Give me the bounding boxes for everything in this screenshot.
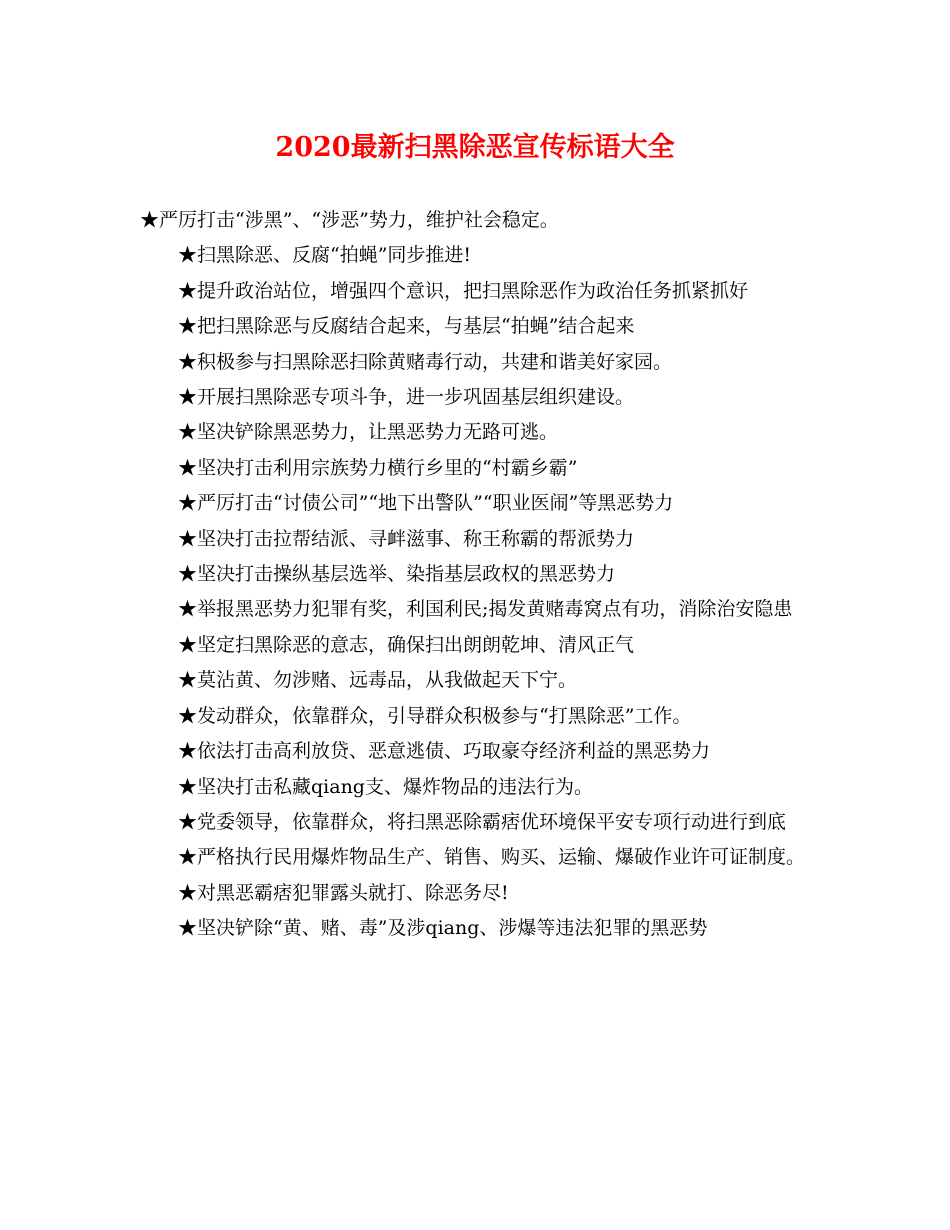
slogan-paragraph: ★对黑恶霸痞犯罪露头就打、除恶务尽!: [178, 881, 509, 904]
slogan-paragraph: ★严厉打击“讨债公司”“地下出警队”“职业医闹”等黑恶势力: [178, 492, 674, 515]
slogan-paragraph: ★严厉打击“涉黑”、“涉恶”势力，维护社会稳定。: [140, 209, 559, 231]
slogan-list: [140, 203, 815, 947]
slogan-paragraph: ★坚决打击利用宗族势力横行乡里的“村霸乡霸”: [178, 456, 578, 479]
document-title: 2020最新扫黑除恶宣传标语大全: [275, 132, 675, 163]
slogan-paragraph: ★开展扫黑除恶专项斗争，进一步巩固基层组织建设。: [178, 386, 635, 409]
slogan-paragraph: ★坚决打击私藏qiang支、爆炸物品的违法行为。: [178, 775, 593, 798]
slogan-paragraph: ★严格执行民用爆炸物品生产、销售、购买、运输、爆破作业许可证制度。: [178, 846, 806, 869]
slogan-paragraph: ★依法打击高利放贷、恶意逃债、巧取豪夺经济利益的黑恶势力: [178, 740, 711, 763]
slogan-paragraph: ★把扫黑除恶与反腐结合起来，与基层“拍蝇”结合起来: [178, 315, 635, 338]
slogan-paragraph: ★提升政治站位，增强四个意识，把扫黑除恶作为政治任务抓紧抓好: [178, 279, 749, 302]
slogan-paragraph: ★坚决铲除“黄、赌、毒”及涉qiang、涉爆等违法犯罪的黑恶势: [178, 917, 708, 940]
slogan-paragraph: ★莫沾黄、勿涉赌、远毒品，从我做起天下宁。: [178, 669, 578, 692]
slogan-paragraph: ★扫黑除恶、反腐“拍蝇”同步推进!: [178, 244, 472, 267]
slogan-paragraph: ★坚决打击拉帮结派、寻衅滋事、称王称霸的帮派势力: [178, 527, 635, 550]
slogan-paragraph: ★党委领导，依靠群众，将扫黑恶除霸痞优环境保平安专项行动进行到底: [178, 810, 787, 833]
slogan-paragraph: ★坚定扫黑除恶的意志，确保扫出朗朗乾坤、清风正气: [178, 633, 635, 656]
slogan-paragraph: ★坚决打击操纵基层选举、染指基层政权的黑恶势力: [178, 563, 616, 586]
slogan-paragraph: ★积极参与扫黑除恶扫除黄赌毒行动，共建和谐美好家园。: [178, 350, 673, 373]
slogan-paragraph: ★坚决铲除黑恶势力，让黑恶势力无路可逃。: [178, 421, 559, 444]
slogan-paragraph: ★发动群众，依靠群众，引导群众积极参与“打黑除恶”工作。: [178, 704, 692, 727]
slogan-paragraph: ★举报黑恶势力犯罪有奖，利国利民;揭发黄赌毒窝点有功，消除治安隐患: [178, 598, 793, 621]
